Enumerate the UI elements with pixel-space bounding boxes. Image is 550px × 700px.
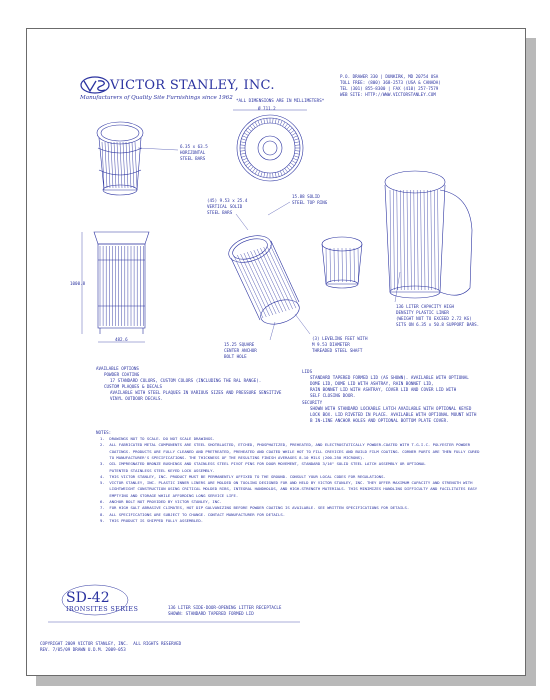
address-line: WEB SITE: HTTP://WWW.VICTORSTANLEY.COM — [340, 92, 436, 97]
bar-line — [295, 151, 300, 152]
callout-anchor: 15.25 SQUARE — [224, 342, 255, 347]
callout-liner: DENSITY PLASTIC LINER — [396, 310, 449, 315]
bar-line — [251, 251, 280, 313]
bar-line — [260, 248, 289, 310]
bar-line — [120, 142, 122, 188]
bar-line — [108, 142, 110, 188]
bar-line — [278, 172, 280, 177]
lids-line: RAIN BONNET LID WITH ASHTRAY, COVER LID AND COVER LID WITH — [310, 387, 457, 392]
bar-line — [421, 190, 422, 290]
bar-line — [285, 168, 288, 172]
bar-line — [257, 249, 286, 311]
bar-line — [264, 119, 265, 124]
bar-line — [240, 151, 245, 152]
bar-line — [358, 248, 359, 282]
callout-leveling-feet: M 9.53 DIAMETER — [312, 342, 350, 347]
bar-line — [280, 121, 282, 126]
callout-vertical-bars: STEEL BARS — [207, 210, 233, 215]
bar-line — [295, 145, 300, 146]
bar-line — [404, 190, 405, 290]
bar-line — [283, 122, 286, 126]
callout-horizontal-bars: HORIZONTAL — [180, 150, 206, 155]
options-line: 17 STANDARD COLORS, CUSTOM COLORS (INCLUDING THE RAL RANGE). — [110, 378, 262, 383]
bar-line — [330, 248, 331, 282]
bar-line — [267, 118, 268, 123]
bar-line — [258, 121, 260, 126]
note-line: TO MANUFACTURER'S SPECIFICATIONS. THE THICKNESS OF THE RESULTING FINISH AVERAGES 8-10 MILS (200-250 MICRONS). — [100, 454, 365, 460]
bar-line — [294, 142, 299, 143]
bar-line — [255, 122, 258, 126]
bar-line — [438, 190, 439, 290]
bar-line — [244, 253, 273, 315]
callout-liner: SITS ON 6.35 x 50.8 SUPPORT BARS. — [396, 322, 480, 327]
bar-line — [434, 190, 435, 290]
bar-line — [292, 133, 296, 136]
bar-line — [292, 161, 296, 164]
bar-line — [410, 190, 411, 290]
notes-heading: NOTES: — [96, 430, 112, 435]
bar-line — [283, 170, 286, 174]
bar-line — [111, 142, 113, 188]
bar-line — [114, 142, 116, 188]
bar-line — [275, 119, 276, 124]
note-line: COATINGS. PRODUCTS ARE FULLY CLEANED AND PRETREATED, PREHEATED AND COATED WHILE HOT TO FILL CREVICES AND BUILD FILM COATING. CORNER PARTS ARE THEN FULLY CURED — [100, 448, 480, 454]
note-line: 4. THIS VICTOR STANLEY, INC. PRODUCT MUST BE PERMANENTLY AFFIXED TO THE GROUND. CONSULT YOUR LOCAL CODES FOR REGULATIONS. — [100, 473, 386, 479]
bar-line — [334, 248, 335, 282]
bar-line — [117, 142, 119, 188]
callout-leveling-feet: (3) LEVELING FEET WITH — [312, 336, 368, 341]
lids-line: SELF CLOSING DOOR. — [310, 393, 356, 398]
bar-line — [350, 248, 351, 282]
address-line: P.O. DRAWER 330 | DUNKIRK, MD 20754 USA — [340, 74, 439, 79]
bar-line — [126, 142, 128, 188]
bar-line — [261, 172, 263, 177]
security-line: LOCK BOX. LID RIVETED IN PLACE. AVAILABLE WITH OPTIONAL MOUNT WITH — [310, 412, 477, 417]
lids-line: DOME LID, DOME LID WITH ASHTRAY, RAIN BONNET LID, — [310, 381, 434, 386]
bar-line — [243, 136, 248, 138]
dimension-note: *ALL DIMENSIONS ARE IN MILLIMETERS* — [236, 98, 325, 103]
bar-line — [255, 170, 258, 174]
bar-line — [290, 163, 294, 166]
bar-line — [285, 124, 288, 128]
bar-line — [289, 128, 293, 131]
options-line: POWDER COATING — [104, 372, 140, 377]
bar-line — [354, 248, 355, 282]
bar-line — [261, 119, 263, 124]
bar-line — [135, 142, 137, 188]
callout-liner: 136 LITER CAPACITY HIGH — [396, 304, 454, 309]
bar-line — [248, 165, 252, 168]
bar-line — [243, 158, 248, 160]
bar-line — [240, 145, 245, 146]
bar-line — [275, 172, 276, 177]
bar-line — [250, 167, 253, 171]
lids-line: STANDARD TAPERED FORMED LID (AS SHOWN). AVAILABLE WITH OPTIONAL — [310, 375, 469, 380]
bar-line — [258, 171, 260, 176]
perspective-view-left — [97, 122, 143, 195]
security-line: SHOWN WITH STANDARD LOCKABLE LATCH AVAILABLE WITH OPTIONAL KEYED — [310, 406, 472, 411]
bar-line — [407, 190, 408, 290]
address-line: TOLL FREE: (800) 368-2573 (USA & CANADA) — [340, 80, 441, 85]
bar-line — [417, 190, 418, 290]
bar-line — [294, 156, 299, 158]
bar-line — [241, 153, 246, 154]
bar-line — [267, 246, 296, 308]
bar-line — [241, 156, 246, 158]
note-line: 2. ALL FABRICATED METAL COMPONENTS ARE STEEL SHOTBLASTED, ETCHED, PHOSPHATIZED, PREHEATED, AND ELECTROSTATICALLY POWDER-COATED WITH T.G.I.C. POLYESTER POWDER — [100, 442, 471, 448]
bar-line — [338, 248, 339, 282]
bar-line — [400, 190, 401, 290]
bar-line — [342, 248, 343, 282]
security-line: B IN-LINE ANCHOR HOLES AND OPTIONAL BOTTOM PLATE COVER. — [310, 418, 449, 423]
note-line: LIGHTWEIGHT CONSTRUCTION USING CRITICAL MOLDED RIBS, INTEGRAL HANDHOLDS, AND HIGH-STRENGTH MATERIALS. THIS MINIMIZES HANDLING DIFFICULTY AND FACILITATES EASY — [100, 486, 478, 492]
bar-line — [248, 128, 252, 131]
options-line: CUSTOM PLAQUES & DECALS — [104, 384, 162, 389]
note-line: 3. OIL IMPREGNATED BRONZE BUSHINGS AND STAINLESS STEEL PIVOT PINS FOR DOOR MOVEMENT, STANDARD 3/16" SOLID STEEL LATCH ASSEMBLY OR OPTIONAL — [100, 461, 426, 467]
bar-line — [427, 190, 428, 290]
product-description: 136 LITER SIDE-DOOR-OPENING LITTER RECEPTACLE — [168, 605, 282, 610]
callout-vertical-bars: VERTICAL SOLID — [207, 204, 243, 209]
bar-line — [424, 190, 425, 290]
options-line: AVAILABLE WITH STEEL PLAQUES IN VARIOUS SIZES AND PRESSURE SENSITIVE — [110, 390, 282, 395]
bar-line — [346, 248, 347, 282]
bar-line — [397, 190, 398, 290]
bar-line — [241, 139, 246, 141]
lids-heading: LIDS — [302, 369, 313, 374]
bar-line — [129, 142, 131, 188]
note-line: 6. ANCHOR BOLT NOT PROVIDED BY VICTOR STANLEY, INC. — [100, 499, 222, 504]
bar-line — [293, 158, 298, 160]
bar-line — [246, 130, 250, 133]
height-dimension: 1000.8 — [70, 281, 86, 286]
open-door-view — [385, 171, 472, 298]
bar-line — [326, 248, 327, 282]
security-heading: SECURITY — [302, 400, 323, 405]
bar-line — [244, 161, 248, 164]
bar-line — [252, 168, 255, 172]
options-heading: AVAILABLE OPTIONS — [96, 366, 139, 371]
bar-line — [287, 167, 290, 171]
bar-line — [123, 142, 125, 188]
bar-line — [390, 190, 391, 290]
front-elevation — [82, 232, 149, 342]
callout-top-ring: 15.88 SOLID — [292, 194, 320, 199]
note-line: 7. FOR HIGH SALT ABRASIVE CLIMATES, HOT DIP GALVANIZING BEFORE POWDER COATING IS AVAILABLE. SEE WRITTEN SPECIFICATIONS FOR DETAILS. — [100, 505, 410, 511]
note-line: PATENTED STAINLESS STEEL KEYED LOCK ASSEMBLY. — [100, 467, 215, 473]
bar-line — [294, 139, 299, 141]
note-line: 9. THIS PRODUCT IS SHIPPED FULLY ASSEMBLED. — [100, 517, 204, 523]
bar-line — [278, 119, 280, 124]
bar-line — [237, 255, 266, 317]
note-line: 5. VICTOR STANLEY, INC. PLASTIC INNER LINERS ARE MOLDED ON TOOLING DESIGNED FOR AND HELD BY VICTOR STANLEY, INC. THEY OFFER MAXIMUM CAPACITY AND STRENGTH WITH — [100, 480, 473, 486]
bar-line — [431, 190, 432, 290]
note-line: 8. ALL SPECIFICATIONS ARE SUBJECT TO CHANGE. CONTACT MANUFACTURER FOR DETAILS. — [100, 511, 286, 517]
address-line: TEL (301) 855-8300 | FAX (410) 257-7579 — [340, 86, 439, 91]
bar-line — [241, 142, 246, 143]
company-name: VICTOR STANLEY, INC. — [110, 78, 275, 93]
shown-configuration: SHOWN: STANDARD TAPERED FORMED LID — [168, 611, 254, 616]
revision-info: REV. 7/05/09 DRAWN U.D.M. 2009-053 — [40, 647, 126, 652]
copyright: COPYRIGHT 2009 VICTOR STANLEY, INC. ALL RIGHTS RESERVED — [40, 641, 182, 646]
bar-line — [270, 245, 299, 307]
tilted-view — [225, 231, 302, 329]
note-line: 1. DRAWINGS NOT TO SCALE. DO NOT SCALE DRAWINGS. — [100, 436, 215, 441]
bar-line — [273, 173, 274, 178]
series-name: IRONSITES SERIES — [66, 605, 139, 613]
bar-line — [254, 250, 283, 312]
bar-line — [290, 130, 294, 133]
bar-line — [287, 126, 290, 130]
bar-line — [246, 163, 250, 166]
bar-line — [267, 173, 268, 178]
bar-line — [280, 171, 282, 176]
bar-line — [294, 153, 299, 154]
company-logo-icon — [81, 77, 109, 93]
bar-line — [293, 136, 298, 138]
callout-leveling-feet: THREADED STEEL SHAFT — [312, 348, 363, 353]
liner-drawing — [322, 237, 362, 288]
callout-anchor: CENTER ANCHOR — [224, 348, 257, 353]
callout-horizontal-bars: STEEL BARS — [180, 156, 206, 161]
company-tagline: Manufacturers of Quality Site Furnishings since 1962 — [80, 95, 233, 101]
bar-line — [244, 133, 248, 136]
bar-line — [289, 165, 293, 168]
callout-horizontal-bars: 6.35 x 63.5 — [180, 144, 208, 149]
base-width-dimension: 482.6 — [115, 337, 128, 342]
callout-top-ring: STEEL TOP RING — [292, 200, 328, 205]
bar-line — [132, 142, 134, 188]
callout-vertical-bars: (45) 9.53 x 25.4 — [207, 198, 248, 203]
bar-line — [264, 172, 265, 177]
bar-line — [252, 124, 255, 128]
model-number: SD-42 — [66, 590, 110, 606]
diameter-label: Ø 711.2 — [258, 106, 276, 111]
top-view-drawing — [233, 110, 307, 181]
note-line: EMPTYING AND STORAGE WHILE AFFORDING LONG SERVICE LIFE. — [100, 492, 239, 498]
bar-line — [241, 254, 270, 316]
bar-line — [247, 252, 276, 314]
options-line: VINYL OUTDOOR DECALS. — [110, 396, 163, 401]
bar-line — [250, 126, 253, 130]
bar-line — [234, 256, 263, 318]
callout-anchor: BOLT HOLE — [224, 354, 247, 359]
bar-line — [273, 118, 274, 123]
bar-line — [414, 190, 415, 290]
callout-liner: (WEIGHT NOT TO EXCEED 2.72 KG) — [396, 316, 472, 321]
bar-line — [393, 190, 394, 290]
bar-line — [105, 142, 107, 188]
